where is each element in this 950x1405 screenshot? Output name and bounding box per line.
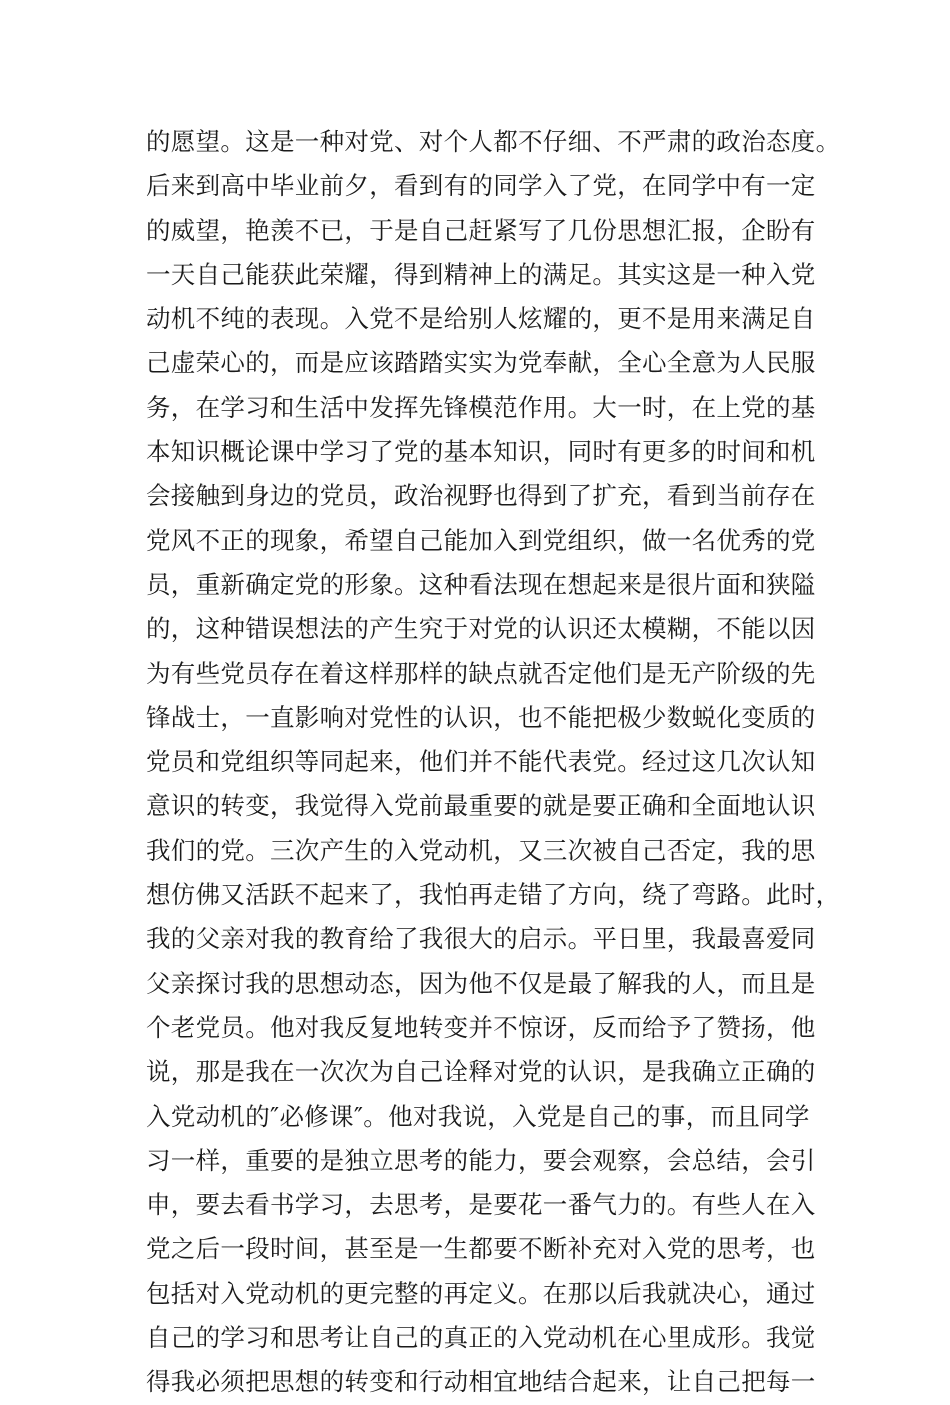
- text-line: 想仿佛又活跃不起来了，我怕再走错了方向，绕了弯路。此时，: [146, 880, 841, 910]
- text-line: 的威望，艳羡不已，于是自己赶紧写了几份思想汇报，企盼有: [146, 215, 816, 245]
- text-line: 后来到高中毕业前夕，看到有的同学入了党，在同学中有一定: [146, 171, 816, 201]
- text-line: 的愿望。这是一种对党、对个人都不仔细、不严肃的政治态度。: [146, 127, 841, 156]
- text-line: 说，那是我在一次次为自己诠释对党的认识，是我确立正确的: [146, 1057, 816, 1087]
- text-line: 一天自己能获此荣耀，得到精神上的满足。其实这是一种入党: [146, 259, 816, 289]
- text-line: 员，重新确定党的形象。这种看法现在想起来是很片面和狭隘: [146, 569, 816, 599]
- text-line: 包括对入党动机的更完整的再定义。在那以后我就决心，通过: [146, 1278, 816, 1308]
- text-line: 我的父亲对我的教育给了我很大的启示。平日里，我最喜爱同: [146, 924, 816, 954]
- body-text: [146, 120, 841, 1405]
- text-line: 党员和党组织等同起来，他们并不能代表党。经过这几次认知: [146, 747, 816, 777]
- text-line: 为有些党员存在着这样那样的缺点就否定他们是无产阶级的先: [146, 658, 816, 688]
- text-line: 个老党员。他对我反复地转变并不惊讶，反而给予了赞扬，他: [146, 1012, 816, 1042]
- text-line: 自己的学习和思考让自己的真正的入党动机在心里成形。我觉: [146, 1323, 816, 1353]
- text-line: 父亲探讨我的思想动态，因为他不仅是最了解我的人，而且是: [146, 968, 816, 998]
- text-line: 本知识概论课中学习了党的基本知识，同时有更多的时间和机: [146, 437, 816, 467]
- text-line: 锋战士，一直影响对党性的认识，也不能把极少数蜕化变质的: [146, 702, 816, 732]
- text-line: 会接触到身边的党员，政治视野也得到了扩充，看到当前存在: [146, 481, 816, 511]
- text-line: 党风不正的现象，希望自己能加入到党组织，做一名优秀的党: [146, 525, 816, 555]
- text-line: 务，在学习和生活中发挥先锋模范作用。大一时，在上党的基: [146, 392, 816, 422]
- text-line: 党之后一段时间，甚至是一生都要不断补充对入党的思考，也: [146, 1234, 816, 1264]
- text-line: 入党动机的″必修课″。他对我说，入党是自己的事，而且同学: [146, 1101, 810, 1131]
- text-line: 意识的转变，我觉得入党前最重要的就是要正确和全面地认识: [146, 791, 816, 821]
- text-line: 申，要去看书学习，去思考，是要花一番气力的。有些人在入: [146, 1190, 816, 1220]
- text-line: 己虚荣心的，而是应该踏踏实实为党奉献，全心全意为人民服: [146, 348, 816, 378]
- text-line: 我们的党。三次产生的入党动机，又三次被自己否定，我的思: [146, 835, 816, 865]
- text-line: 习一样，重要的是独立思考的能力，要会观察，会总结，会引: [146, 1145, 816, 1175]
- text-line: 的，这种错误想法的产生究于对党的认识还太模糊，不能以因: [146, 614, 816, 644]
- text-line: 动机不纯的表现。入党不是给别人炫耀的，更不是用来满足自: [146, 304, 816, 334]
- text-line: 得我必须把思想的转变和行动相宜地结合起来，让自己把每一: [146, 1367, 816, 1397]
